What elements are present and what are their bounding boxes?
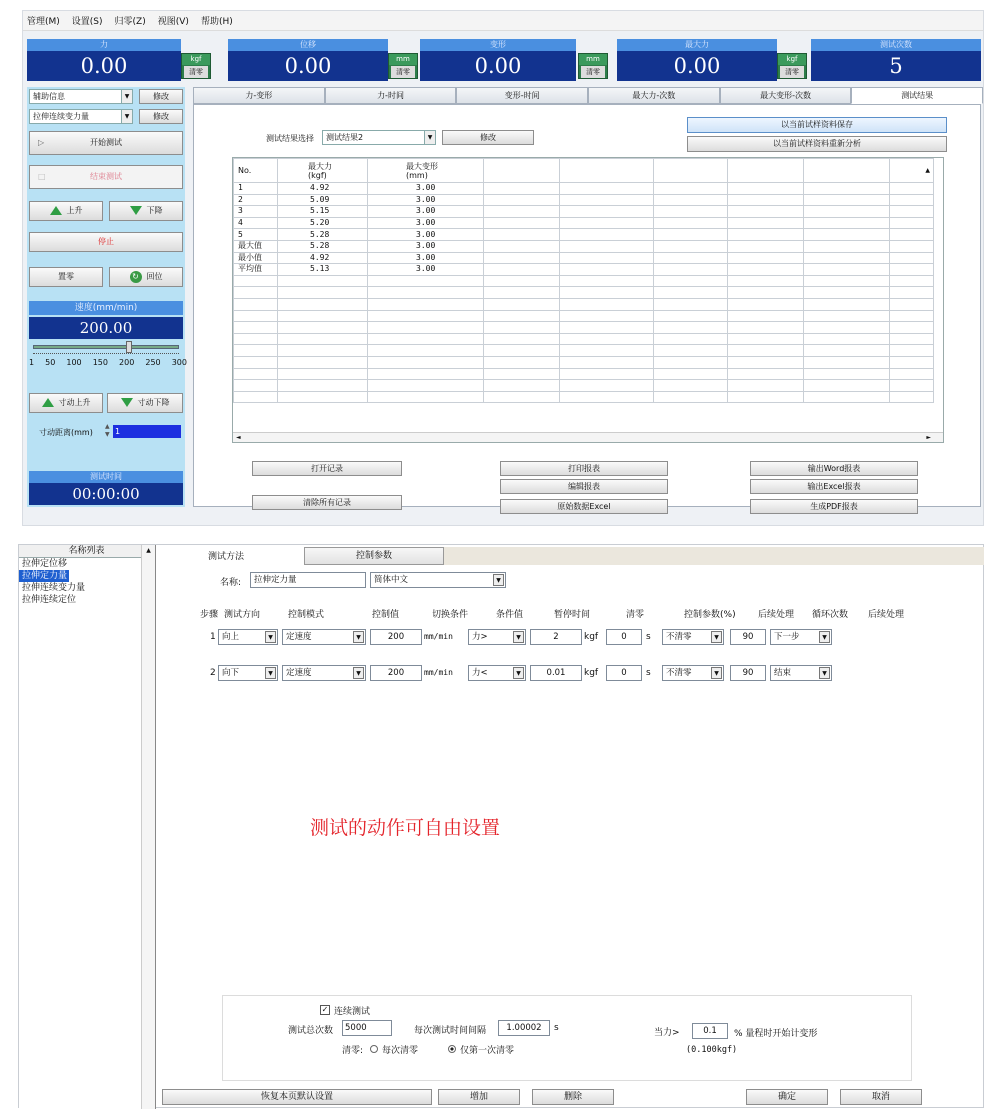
chevron-down-icon: ▼ (121, 110, 132, 123)
row-no: 5 (234, 229, 278, 241)
force-unit-box: kgf 清零 (181, 53, 211, 79)
chevron-down-icon: ▼ (353, 667, 364, 679)
stop-button[interactable]: 停止 (29, 232, 183, 252)
jog-down-button[interactable]: 寸动下降 (107, 393, 183, 413)
export-excel-button[interactable]: 输出Excel报表 (750, 479, 918, 494)
menu-bar (23, 11, 983, 31)
pause-unit: s (646, 632, 651, 642)
jog-distance-spinner[interactable]: ▲ ▼ (105, 423, 110, 438)
method-select[interactable]: 拉伸连续变力量 ▼ (29, 109, 133, 124)
result-select-label: 测试结果选择 (266, 134, 314, 143)
row-max-force: 5.13 (278, 264, 368, 276)
chevron-down-icon: ▼ (819, 631, 830, 643)
step-number: 2 (210, 668, 216, 678)
step-header: 控制值 (372, 610, 400, 620)
step-header: 步骤 (200, 610, 219, 620)
list-item-selected[interactable]: 拉伸定力量 (19, 570, 69, 582)
tab-deformation-time[interactable]: 变形-时间 (456, 87, 588, 104)
row-no: 平均值 (234, 264, 278, 276)
control-percent-input[interactable]: 90 (730, 629, 766, 645)
arrow-down-icon (121, 398, 133, 407)
row-max-deformation: 3.00 (368, 264, 484, 276)
name-input[interactable]: 拉伸定力量 (250, 572, 366, 588)
up-button[interactable]: 上升 (29, 201, 103, 221)
deformation-unit-box: mm 清零 (578, 53, 608, 79)
arrow-up-icon (42, 398, 54, 407)
force-display: 力 0.00 (27, 39, 181, 81)
table-row (234, 333, 934, 345)
row-max-force: 5.28 (278, 240, 368, 252)
end-test-button[interactable]: □ 结束测试 (29, 165, 183, 189)
row-max-force: 5.20 (278, 217, 368, 229)
jog-distance-label: 寸动距离(mm) (39, 428, 93, 437)
continuous-checkbox[interactable]: ✓ (321, 1005, 329, 1014)
chevron-down-icon: ▼ (513, 667, 524, 679)
chevron-down-icon: ▼ (711, 631, 722, 643)
table-row (234, 298, 934, 310)
horizontal-scrollbar[interactable]: ◄ ► (233, 432, 944, 442)
modify-info-button[interactable]: 修改 (139, 89, 183, 104)
row-max-deformation: 3.00 (368, 194, 484, 206)
chevron-down-icon: ▼ (353, 631, 364, 643)
step-header: 循环次数 (812, 610, 849, 620)
tab-max-force-count[interactable]: 最大力-次数 (588, 87, 720, 104)
name-list (19, 545, 155, 1109)
print-report-button[interactable]: 打印报表 (500, 461, 668, 476)
force-percent-text: % 量程时开始计变形 (734, 1029, 818, 1039)
table-row (234, 229, 934, 241)
row-no: 3 (234, 206, 278, 218)
control-value-input[interactable]: 200 (370, 665, 422, 681)
control-mode-select[interactable]: 定速度 ▼ (282, 665, 366, 681)
info-select[interactable]: 辅助信息 ▼ (29, 89, 133, 104)
row-max-force: 4.92 (278, 252, 368, 264)
chevron-down-icon: ▼ (493, 574, 504, 586)
save-current-sample-button[interactable]: 以当前试样资料保存 (687, 117, 947, 133)
table-row (234, 310, 934, 322)
language-select[interactable]: 简体中文 ▼ (370, 572, 506, 588)
force-condition-label: 当力> (654, 1028, 680, 1038)
tab-force-time[interactable]: 力-时间 (325, 87, 457, 104)
row-no: 最大值 (234, 240, 278, 252)
condition-value-input[interactable]: 2 (530, 629, 582, 645)
stop-square-icon: □ (38, 172, 46, 181)
raw-data-excel-button[interactable]: 原始数据Excel (500, 499, 668, 514)
table-row (234, 206, 934, 218)
zero-mode-select[interactable]: 不清零 ▼ (662, 629, 724, 645)
jog-distance-input[interactable]: 1 (113, 425, 181, 438)
row-max-force: 5.09 (278, 194, 368, 206)
main-window (22, 10, 984, 526)
displacement-display: 位移 0.00 (228, 39, 388, 81)
table-row (234, 380, 934, 392)
delete-step-button[interactable]: 删除 (532, 1089, 614, 1105)
control-panel (27, 87, 185, 507)
play-icon: ▷ (38, 138, 45, 147)
menu-view[interactable]: 视图(V) (157, 17, 189, 27)
zero-first-label: 仅第一次清零 (460, 1046, 515, 1056)
condition-value-input[interactable]: 0.01 (530, 665, 582, 681)
start-test-button[interactable]: ▷ 开始测试 (29, 131, 183, 155)
result-select[interactable]: 测试结果2 ▼ (322, 130, 436, 145)
table-row (234, 183, 934, 195)
next-action-select[interactable]: 结束 ▼ (770, 665, 832, 681)
menu-settings[interactable]: 设置(S) (71, 17, 103, 27)
slider-tick-labels: 1 50 100 150 200 250 300 (29, 358, 187, 367)
step-header: 条件值 (496, 610, 524, 620)
row-max-deformation: 3.00 (368, 240, 484, 252)
control-value-input[interactable]: 200 (370, 629, 422, 645)
total-count-label: 测试总次数 (288, 1026, 334, 1036)
results-table (232, 157, 944, 443)
list-item[interactable]: 拉伸连续定位 (22, 595, 77, 605)
step-header: 切换条件 (432, 610, 469, 620)
table-row (234, 345, 934, 357)
down-button[interactable]: 下降 (109, 201, 183, 221)
interval-label: 每次测试时间间隔 (414, 1026, 487, 1036)
max-force-display: 最大力 0.00 (617, 39, 777, 81)
row-max-force: 4.92 (278, 183, 368, 195)
arrow-down-icon (130, 206, 142, 215)
reanalyze-button[interactable]: 以当前试样资料重新分析 (687, 136, 947, 152)
table-row (234, 240, 934, 252)
tab-strip-fill (444, 547, 984, 565)
step-header: 控制参数(%) (684, 610, 736, 620)
row-no: 2 (234, 194, 278, 206)
table-row (234, 194, 934, 206)
chevron-down-icon: ▼ (513, 631, 524, 643)
chevron-down-icon: ▼ (819, 667, 830, 679)
pause-unit: s (646, 668, 651, 678)
pause-time-input[interactable]: 0 (606, 629, 642, 645)
table-header-row: No. 最大力 (kgf) 最大变形 (mm) ▲ (234, 159, 934, 183)
zero-each-label: 每次清零 (382, 1046, 419, 1056)
scroll-up-icon: ▲ (146, 547, 151, 554)
menu-zero[interactable]: 归零(Z) (114, 17, 146, 27)
tab-test-results[interactable]: 测试结果 (851, 87, 983, 104)
name-list-header: 名称列表 (19, 545, 154, 558)
force-clear-button[interactable]: 清零 (184, 66, 208, 78)
return-icon: ↻ (130, 271, 142, 283)
chevron-down-icon: ▼ (711, 667, 722, 679)
generate-pdf-button[interactable]: 生成PDF报表 (750, 499, 918, 514)
zero-mode-label: 清零: (342, 1046, 364, 1056)
restore-defaults-button[interactable]: 恢复本页默认设置 (162, 1089, 432, 1105)
control-value-unit: mm/min (424, 632, 453, 641)
table-row (234, 252, 934, 264)
row-max-force: 5.15 (278, 206, 368, 218)
force-kgf-text: (0.100kgf) (686, 1045, 738, 1055)
caption-text: 测试的动作可自由设置 (310, 817, 501, 839)
displacement-clear-button[interactable]: 清零 (391, 66, 415, 78)
control-mode-select[interactable]: 定速度 ▼ (282, 629, 366, 645)
switch-condition-select[interactable]: 力< ▼ (468, 665, 526, 681)
arrow-up-icon (50, 206, 62, 215)
table-row (234, 287, 934, 299)
zero-mode-select[interactable]: 不清零 ▼ (662, 665, 724, 681)
zero-button[interactable]: 置零 (29, 267, 103, 287)
row-max-deformation: 3.00 (368, 229, 484, 241)
step-header: 控制模式 (288, 610, 325, 620)
test-time-label: 测试时间 (29, 471, 183, 483)
edit-report-button[interactable]: 编辑报表 (500, 479, 668, 494)
result-modify-button[interactable]: 修改 (442, 130, 534, 145)
step-header: 测试方向 (224, 610, 261, 620)
ok-button[interactable]: 确定 (746, 1089, 828, 1105)
continuous-label: 连续测试 (334, 1007, 371, 1017)
menu-help[interactable]: 帮助(H) (200, 17, 233, 27)
col-max-deformation: 最大变形 (mm) (368, 159, 484, 183)
tab-force-deformation[interactable]: 力-变形 (193, 87, 325, 104)
add-step-button[interactable]: 增加 (438, 1089, 520, 1105)
method-editor-window (18, 544, 984, 1108)
results-panel (193, 104, 981, 511)
speed-slider-track[interactable] (33, 345, 179, 349)
menu-manage[interactable]: 管理(M) (27, 17, 60, 27)
list-scrollbar[interactable] (141, 545, 155, 1109)
name-label: 名称: (220, 578, 242, 588)
table-row (234, 368, 934, 380)
step-header: 后续处理 (868, 610, 905, 620)
table-row (234, 322, 934, 334)
export-word-button[interactable]: 输出Word报表 (750, 461, 918, 476)
chart-tabs (193, 87, 983, 104)
list-item[interactable]: 拉伸定位移 (22, 559, 68, 569)
speed-slider-thumb[interactable] (126, 341, 132, 353)
deformation-display: 变形 0.00 (420, 39, 576, 81)
jog-up-button[interactable]: 寸动上升 (29, 393, 103, 413)
results-grid (233, 158, 934, 403)
step-header: 暂停时间 (554, 610, 591, 620)
speed-label: 速度(mm/min) (29, 301, 183, 315)
direction-select[interactable]: 向上 ▼ (218, 629, 278, 645)
table-row (234, 264, 934, 276)
step-number: 1 (210, 632, 216, 642)
test-time-value: 00:00:00 (29, 483, 183, 505)
modify-method-button[interactable]: 修改 (139, 109, 183, 124)
condition-unit: kgf (584, 668, 599, 678)
row-no: 1 (234, 183, 278, 195)
row-max-deformation: 3.00 (368, 252, 484, 264)
table-row (234, 275, 934, 287)
table-row (234, 391, 934, 403)
direction-select[interactable]: 向下 ▼ (218, 665, 278, 681)
cancel-button[interactable]: 取消 (840, 1089, 922, 1105)
row-max-deformation: 3.00 (368, 217, 484, 229)
step-header: 清零 (626, 610, 645, 620)
condition-unit: kgf (584, 632, 599, 642)
zero-first-radio[interactable] (448, 1045, 456, 1053)
force-percent-input[interactable]: 0.1 (692, 1023, 728, 1039)
interval-unit: s (554, 1023, 559, 1033)
table-row (234, 356, 934, 368)
max-force-clear-button[interactable]: 清零 (780, 66, 804, 78)
interval-input[interactable]: 1.00002 (498, 1020, 550, 1036)
switch-condition-select[interactable]: 力> ▼ (468, 629, 526, 645)
chevron-down-icon: ▼ (265, 631, 276, 643)
speed-value: 200.00 (29, 317, 183, 339)
test-count-display: 测试次数 5 (811, 39, 981, 81)
row-no: 最小值 (234, 252, 278, 264)
zero-each-radio[interactable] (370, 1045, 378, 1053)
table-row (234, 217, 934, 229)
displacement-unit-box: mm 清零 (388, 53, 418, 79)
list-item[interactable]: 拉伸连续变力量 (22, 583, 86, 593)
chevron-down-icon: ▼ (265, 667, 276, 679)
col-max-force: 最大力 (kgf) (278, 159, 368, 183)
max-force-unit-box: kgf 清零 (777, 53, 807, 79)
control-value-unit: mm/min (424, 668, 453, 677)
deformation-clear-button[interactable]: 清零 (581, 66, 605, 78)
total-count-input[interactable]: 5000 (342, 1020, 392, 1036)
chevron-down-icon: ▼ (121, 90, 132, 103)
col-no: No. (234, 159, 278, 183)
slider-tick-marks (33, 353, 179, 357)
tab-max-deformation-count[interactable]: 最大变形-次数 (720, 87, 852, 104)
control-percent-input[interactable]: 90 (730, 665, 766, 681)
step-header: 后续处理 (758, 610, 795, 620)
row-max-deformation: 3.00 (368, 206, 484, 218)
tab-test-method[interactable]: 测试方法 (208, 552, 245, 562)
method-settings-pane (155, 545, 985, 1109)
row-max-deformation: 3.00 (368, 183, 484, 195)
next-action-select[interactable]: 下一步 ▼ (770, 629, 832, 645)
row-no: 4 (234, 217, 278, 229)
chevron-down-icon: ▼ (424, 131, 435, 144)
return-button[interactable]: ↻ 回位 (109, 267, 183, 287)
row-max-force: 5.28 (278, 229, 368, 241)
tab-control-params[interactable]: 控制参数 (304, 547, 444, 565)
open-record-button[interactable]: 打开记录 (252, 461, 402, 476)
pause-time-input[interactable]: 0 (606, 665, 642, 681)
clear-all-records-button[interactable]: 清除所有记录 (252, 495, 402, 510)
